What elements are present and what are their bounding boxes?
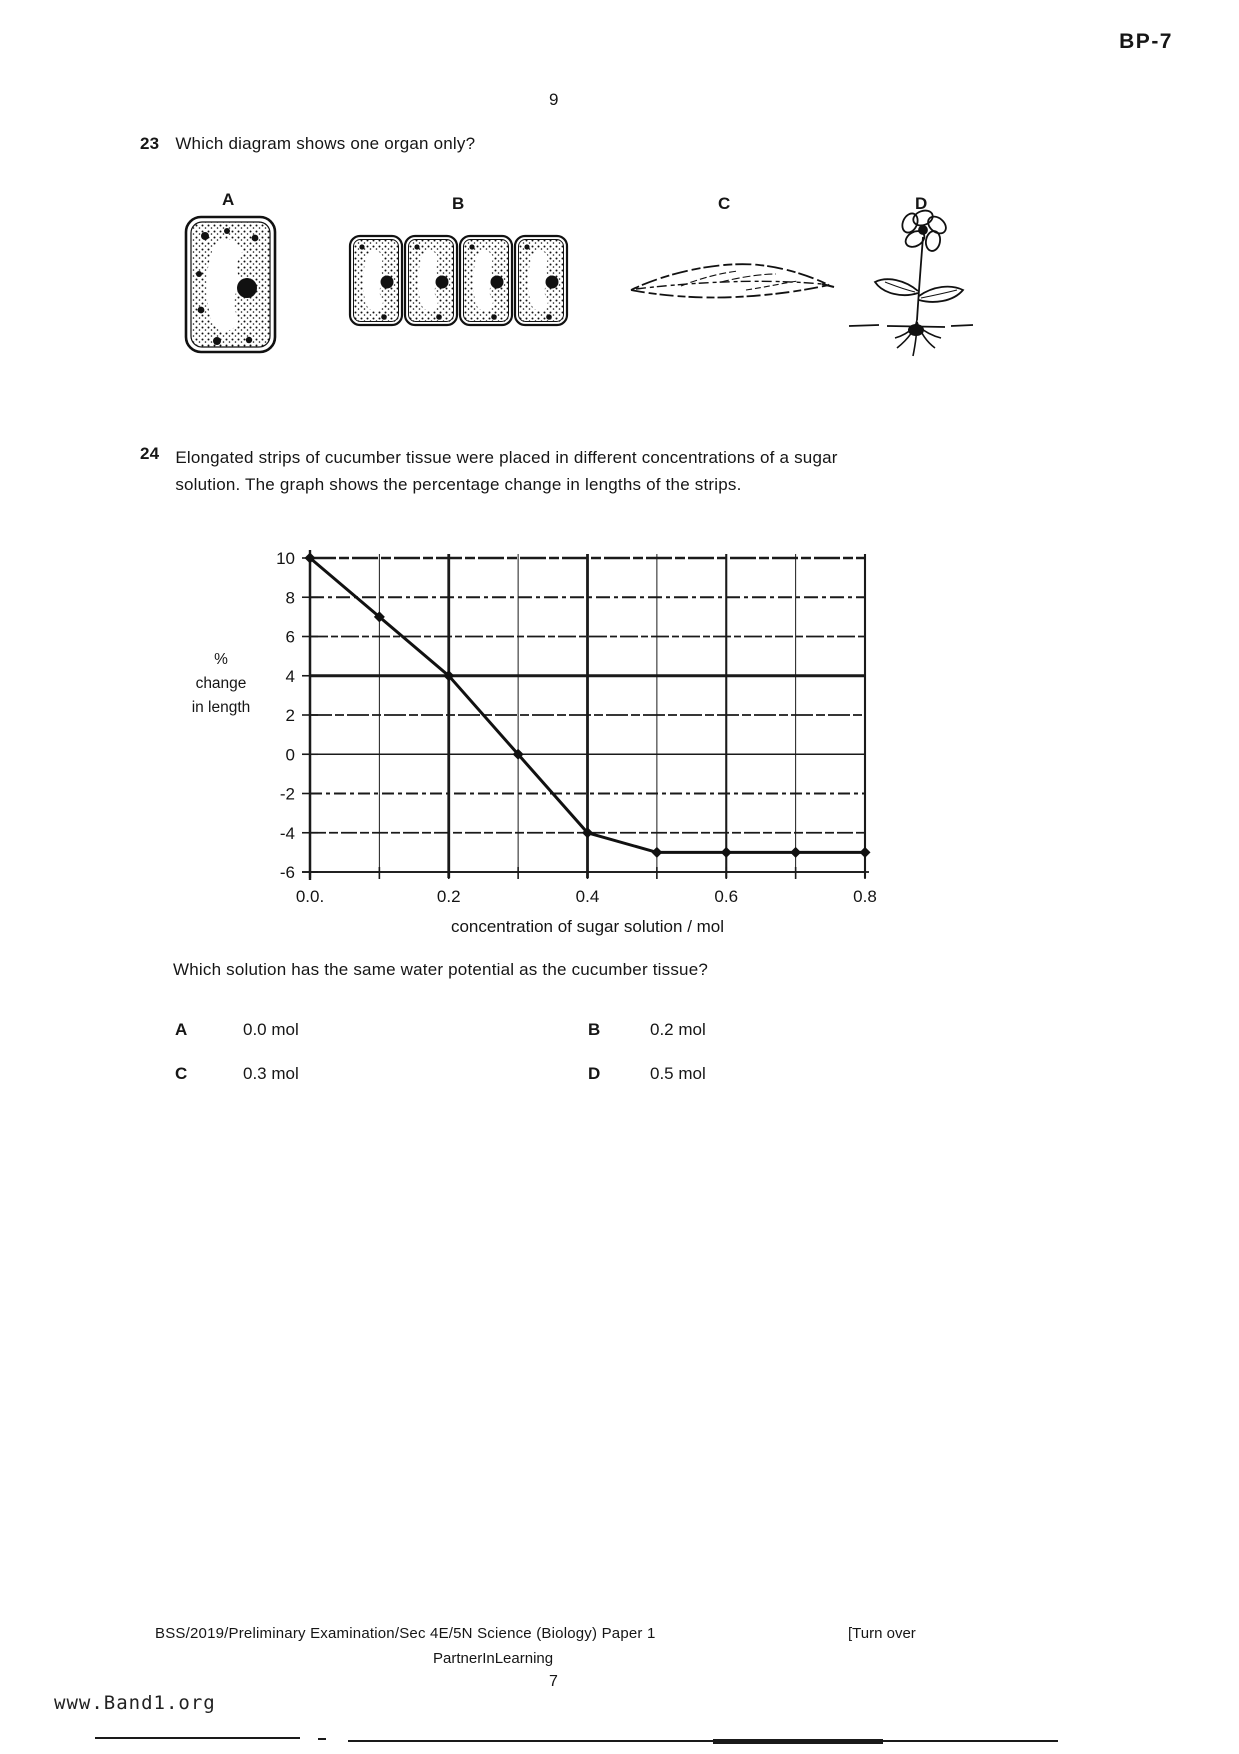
q23-option-b-label: B	[452, 194, 465, 213]
question-24-line1: Elongated strips of cucumber tissue were placed in different concentrations of a sugar	[175, 448, 838, 467]
q24-graph	[188, 490, 900, 955]
svg-text:-4: -4	[279, 823, 295, 843]
question-23-text: Which diagram shows one organ only?	[175, 134, 476, 153]
svg-text:0.8: 0.8	[853, 887, 877, 906]
q24-option-c-label: C	[175, 1064, 188, 1083]
whole-plant-icon	[845, 208, 977, 364]
q24-option-c-value: 0.3 mol	[243, 1064, 299, 1083]
svg-text:-6: -6	[279, 863, 295, 882]
q24-option-a-value: 0.0 mol	[243, 1020, 299, 1039]
svg-text:-2: -2	[279, 784, 295, 804]
question-24-prompt: Which solution has the same water potential as the cucumber tissue?	[173, 960, 709, 979]
svg-text:4: 4	[285, 666, 295, 686]
row-of-plant-cells-icon	[348, 233, 570, 329]
question-23-number: 23	[140, 134, 160, 153]
q24-option-b-label: B	[588, 1020, 601, 1039]
q24-option-a-label: A	[175, 1020, 188, 1039]
svg-text:0.4: 0.4	[575, 887, 600, 906]
page-number-top: 9	[549, 90, 559, 109]
svg-text:2: 2	[285, 706, 295, 725]
svg-text:0: 0	[285, 745, 295, 765]
svg-text:10: 10	[276, 549, 295, 568]
q23-option-c-label: C	[718, 194, 731, 213]
footer-partner: PartnerInLearning	[433, 1650, 554, 1667]
svg-text:0.0.: 0.0.	[295, 887, 325, 906]
question-24-line2: solution. The graph shows the percentage change in lengths of the strips.	[175, 475, 742, 494]
q24-option-d-value: 0.5 mol	[650, 1064, 706, 1083]
scan-line	[348, 1740, 1058, 1742]
scan-line	[713, 1739, 883, 1744]
graph-ylabel: % change in length	[191, 651, 251, 716]
svg-text:6: 6	[285, 627, 295, 647]
svg-text:8: 8	[285, 588, 295, 608]
q23-option-d-label: D	[915, 194, 928, 213]
corner-code: BP-7	[1119, 30, 1173, 53]
q24-option-b-value: 0.2 mol	[650, 1020, 706, 1039]
svg-text:0.6: 0.6	[714, 887, 739, 906]
question-24-number: 24	[140, 444, 160, 463]
q24-option-d-label: D	[588, 1064, 601, 1083]
page-number-bottom: 7	[549, 1673, 558, 1690]
question-23	[140, 134, 475, 154]
scan-line	[95, 1737, 300, 1739]
svg-text:concentration of sugar solutio: concentration of sugar solution / mol	[450, 917, 725, 936]
single-plant-cell-icon	[183, 212, 279, 358]
footer-document-line: BSS/2019/Preliminary Examination/Sec 4E/5N Science (Biology) Paper 1	[155, 1625, 656, 1642]
q23-option-a-label: A	[222, 190, 235, 209]
scan-line	[318, 1738, 326, 1740]
watermark-url: www.Band1.org	[54, 1692, 216, 1714]
turn-over-note: [Turn over	[848, 1625, 916, 1642]
leaf-icon	[626, 250, 836, 310]
svg-text:0.2: 0.2	[436, 887, 461, 906]
